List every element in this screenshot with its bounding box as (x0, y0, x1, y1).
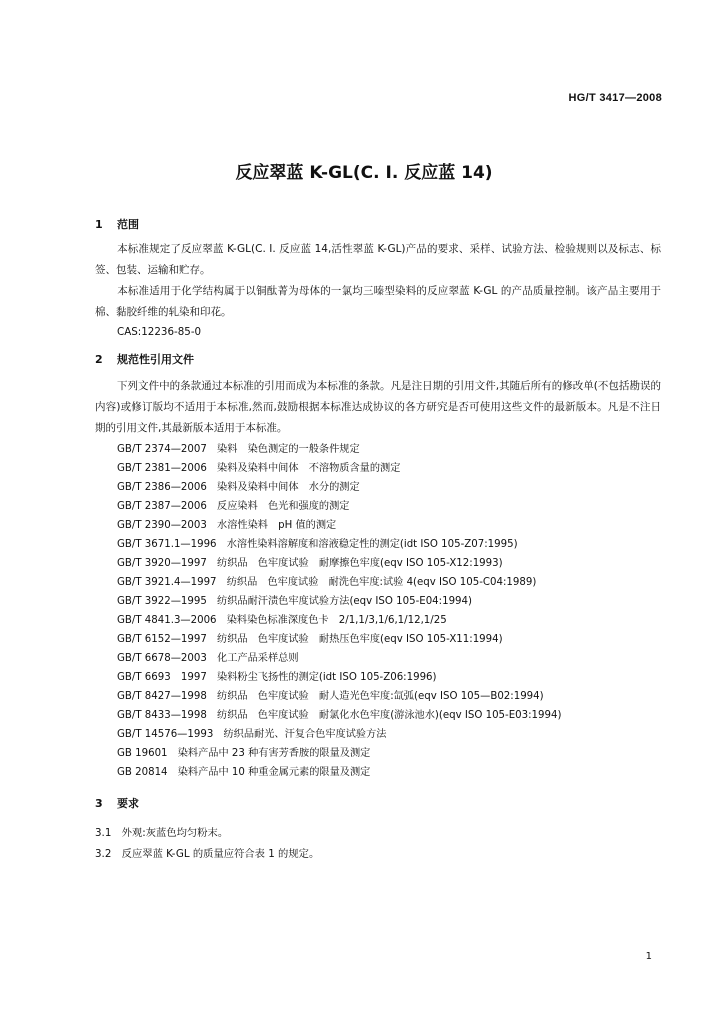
reference-item: GB/T 8427—1998 纺织品 色牢度试验 耐人造光色牢度:氙弧(eqv ISO 105—B02:1994) (117, 691, 544, 702)
reference-item: GB/T 3920—1997 纺织品 色牢度试验 耐摩擦色牢度(eqv ISO 105-X12:1993) (117, 558, 503, 569)
section-number: 3 (95, 797, 103, 810)
reference-item: GB/T 3671.1—1996 水溶性染料溶解度和溶液稳定性的测定(idt ISO 105-Z07:1995) (117, 539, 518, 550)
scope-paragraph-2: 本标准适用于化学结构属于以铜酞菁为母体的一氯均三嗪型染料的反应翠蓝 K-GL 的产品质量控制。该产品主要用于棉、黏胶纤维的轧染和印花。 (95, 285, 661, 318)
section-title: 规范性引用文件 (117, 353, 194, 366)
section-number: 2 (95, 353, 103, 366)
reference-item: GB/T 3922—1995 纺织品耐汗渍色牢度试验方法(eqv ISO 105-E04:1994) (117, 596, 472, 607)
reference-item: GB 19601 染料产品中 23 种有害芳香胺的限量及测定 (117, 748, 371, 759)
reference-item: GB/T 6678—2003 化工产品采样总则 (117, 653, 299, 664)
section-1-heading (95, 216, 139, 232)
reference-item: GB/T 3921.4—1997 纺织品 色牢度试验 耐洗色牢度:试验 4(eqv ISO 105-C04:1989) (117, 577, 537, 588)
reference-item: GB/T 2387—2006 反应染料 色光和强度的测定 (117, 501, 350, 512)
reference-item: GB/T 14576—1993 纺织品耐光、汗复合色牢度试验方法 (117, 729, 387, 740)
reference-item: GB/T 2381—2006 染料及染料中间体 不溶物质含量的测定 (117, 463, 401, 474)
section-title: 要求 (117, 797, 139, 810)
requirement-3-2: 3.2 反应翠蓝 K-GL 的质量应符合表 1 的规定。 (95, 848, 320, 860)
reference-item: GB/T 4841.3—2006 染料染色标准深度色卡 2/1,1/3,1/6,1/12,1/25 (117, 615, 447, 626)
reference-item: GB/T 6693 1997 染料粉尘飞扬性的测定(idt ISO 105-Z06:1996) (117, 672, 437, 683)
reference-item: GB 20814 染料产品中 10 种重金属元素的限量及测定 (117, 767, 371, 778)
reference-item: GB/T 6152—1997 纺织品 色牢度试验 耐热压色牢度(eqv ISO 105-X11:1994) (117, 634, 503, 645)
standard-code: HG/T 3417—2008 (568, 92, 662, 104)
section-2-heading (95, 351, 194, 367)
section-number: 1 (95, 218, 103, 231)
page-number: 1 (645, 951, 652, 962)
scope-paragraph-1: 本标准规定了反应翠蓝 K-GL(C. I. 反应蓝 14,活性翠蓝 K-GL)产品的要求、采样、试验方法、检验规则以及标志、标签、包装、运输和贮存。 (95, 243, 661, 276)
reference-list (117, 440, 561, 782)
cas-number: CAS:12236-85-0 (117, 326, 202, 338)
section-title: 范围 (117, 218, 139, 231)
section-3-heading (95, 795, 139, 811)
reference-item: GB/T 2374—2007 染料 染色测定的一般条件规定 (117, 444, 360, 455)
requirement-3-1: 3.1 外观:灰蓝色均匀粉末。 (95, 827, 229, 839)
document-title: 反应翠蓝 K-GL(C. I. 反应蓝 14) (235, 163, 493, 183)
reference-item: GB/T 8433—1998 纺织品 色牢度试验 耐氯化水色牢度(游泳池水)(eqv ISO 105-E03:1994) (117, 710, 562, 721)
reference-item: GB/T 2386—2006 染料及染料中间体 水分的测定 (117, 482, 360, 493)
normative-intro: 下列文件中的条款通过本标准的引用而成为本标准的条款。凡是注日期的引用文件,其随后所有的修改单(不包括勘误的内容)或修订版均不适用于本标准,然而,鼓励根据本标准达成协议的各方研究是否可使用这些文件的最新版本。凡是不注日期的引用文件,其最新版本适用于本标准。 (95, 380, 661, 434)
reference-item: GB/T 2390—2003 水溶性染料 pH 值的测定 (117, 520, 337, 531)
